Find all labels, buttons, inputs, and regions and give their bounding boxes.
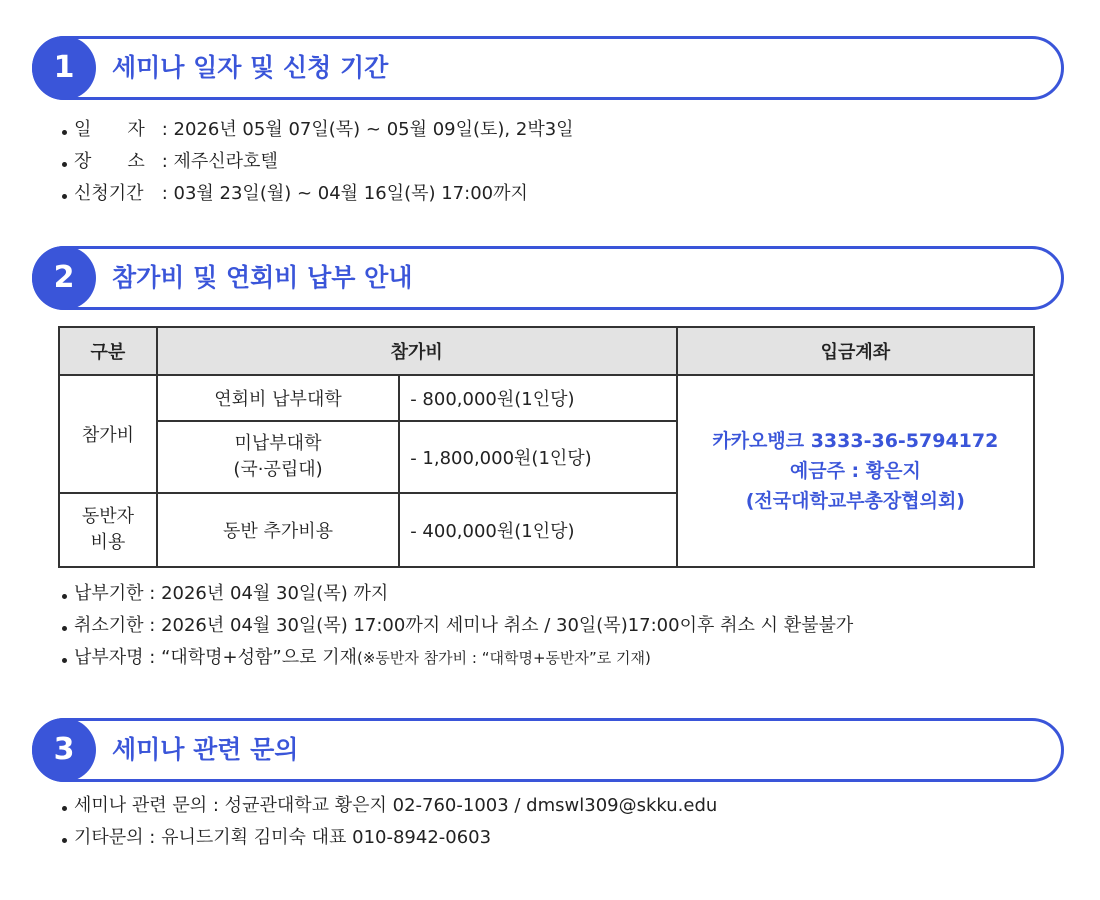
item-label: 기타문의 [74, 827, 144, 848]
table-cell-group-participant: 참가비 [59, 375, 157, 493]
item-label: 세미나 관련 문의 [74, 795, 208, 816]
item-note: (※동반자 참가비 : “대학명+동반자”로 기재) [357, 649, 651, 667]
item-label: 취소기한 [74, 615, 144, 636]
item-value: : 03월 23일(월) ~ 04월 16일(목) 17:00까지 [156, 183, 528, 204]
item-label: 신청기간 [74, 183, 144, 204]
list-item-payment-deadline [60, 578, 853, 610]
table-header-fee: 참가비 [157, 327, 677, 375]
item-value: : 2026년 04월 30일(목) 까지 [143, 583, 389, 604]
list-item-cancellation-deadline [60, 610, 853, 642]
table-cell-group-companion: 동반자 비용 [59, 493, 157, 567]
item-label: 납부기한 [74, 583, 144, 604]
section-header-fees [32, 246, 1064, 310]
item-value: : 성균관대학교 황은지 02-760-1003 / dmswl309@skku.edu [207, 795, 718, 816]
section-number: 3 [32, 718, 96, 782]
table-cell-type: 연회비 납부대학 [157, 375, 399, 421]
contacts-list [60, 790, 717, 854]
account-organization: (전국대학교부총장협의회) [745, 490, 965, 512]
section-title: 참가비 및 연회비 납부 안내 [112, 263, 413, 292]
schedule-list [60, 114, 574, 210]
section-header-schedule [32, 36, 1064, 100]
table-cell-amount: - 400,000원(1인당) [399, 493, 677, 567]
item-value: : 2026년 05월 07일(목) ~ 05월 09일(토), 2박3일 [156, 119, 574, 140]
bank-account-number: 카카오뱅크 3333-36-5794172 [712, 430, 999, 452]
item-value: : 2026년 04월 30일(목) 17:00까지 세미나 취소 / 30일(목)17:00이후 취소 시 환불불가 [143, 615, 854, 636]
item-label: 장 소 [74, 151, 145, 172]
list-item-other-contact [60, 822, 717, 854]
section-number: 2 [32, 246, 96, 310]
list-item-date [60, 114, 574, 146]
list-item-application-period [60, 178, 574, 210]
item-value: : 제주신라호텔 [156, 151, 278, 172]
account-holder: 예금주 : 황은지 [789, 460, 921, 482]
fee-table [58, 326, 1035, 568]
section-title: 세미나 관련 문의 [112, 735, 299, 764]
section-header-inquiries [32, 718, 1064, 782]
table-cell-amount: - 1,800,000원(1인당) [399, 421, 677, 493]
list-item-seminar-contact [60, 790, 717, 822]
bank-account-info [677, 375, 1034, 567]
item-value: : “대학명+성함”으로 기재 [143, 647, 358, 668]
list-item-payer-name [60, 642, 853, 674]
list-item-venue [60, 146, 574, 178]
item-value: : 유니드기획 김미숙 대표 010-8942-0603 [143, 827, 492, 848]
item-label: 일 자 [74, 119, 145, 140]
table-row [59, 375, 1034, 421]
table-header-account: 입금계좌 [677, 327, 1034, 375]
payment-notes-list [60, 578, 853, 674]
table-cell-type: 동반 추가비용 [157, 493, 399, 567]
table-cell-amount: - 800,000원(1인당) [399, 375, 677, 421]
section-title: 세미나 일자 및 신청 기간 [112, 53, 389, 82]
table-header-category: 구분 [59, 327, 157, 375]
section-number: 1 [32, 36, 96, 100]
table-cell-type: 미납부대학 (국·공립대) [157, 421, 399, 493]
item-label: 납부자명 [74, 647, 144, 668]
